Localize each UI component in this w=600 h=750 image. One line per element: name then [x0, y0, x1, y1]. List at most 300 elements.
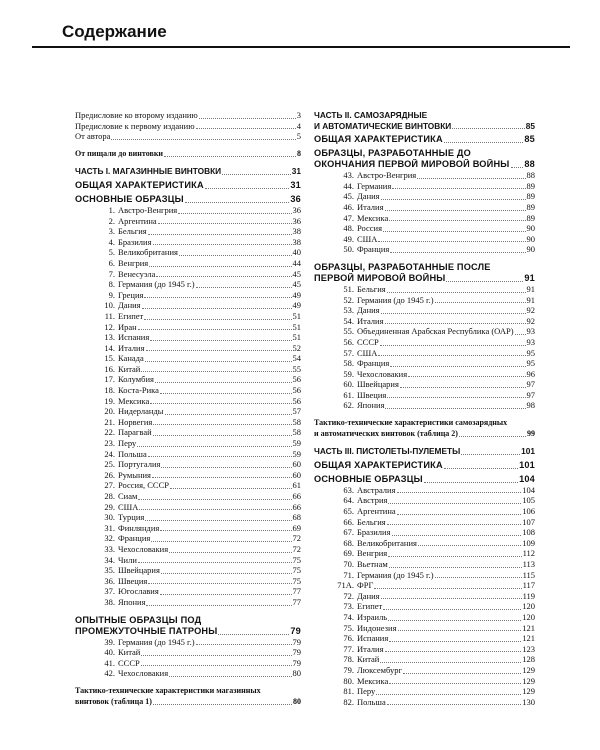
toc-entry[interactable]: [314, 191, 535, 202]
toc-entry-page: 119: [522, 590, 535, 601]
toc-entry-number: 59.: [343, 368, 354, 379]
toc-entry-number: 32.: [104, 533, 115, 544]
toc-entry-title: Чехословакия: [357, 368, 408, 379]
toc-entry-title: Турция: [118, 512, 145, 523]
toc-entry[interactable]: [75, 406, 301, 417]
toc-entry-number: 10.: [104, 300, 115, 311]
leader-dots: [390, 252, 525, 253]
toc-entry[interactable]: [75, 597, 301, 608]
toc-entry-number: 70.: [343, 559, 354, 569]
toc-entry-page: 38: [292, 236, 301, 247]
leader-dots: [385, 210, 526, 211]
leader-dots: [169, 676, 291, 677]
toc-entry-title: Индонезия: [357, 622, 397, 633]
leader-dots: [392, 188, 525, 189]
leader-dots: [142, 308, 292, 309]
toc-entry[interactable]: [314, 337, 535, 348]
toc-entry-title: Китай: [357, 654, 380, 665]
toc-entry[interactable]: [75, 300, 301, 311]
toc-entry[interactable]: [75, 533, 301, 544]
leader-dots: [178, 213, 291, 214]
leader-dots: [148, 583, 291, 584]
toc-entry[interactable]: [75, 322, 301, 333]
leader-dots: [400, 387, 526, 388]
toc-entry-number: 63.: [343, 484, 354, 495]
toc-entry-number: 29.: [104, 501, 115, 512]
toc-entry[interactable]: [314, 223, 535, 234]
toc-entry-number: 66.: [343, 516, 354, 527]
leader-dots: [160, 393, 292, 394]
toc-entry[interactable]: [314, 181, 535, 192]
toc-entry[interactable]: [75, 565, 301, 576]
leader-dots: [196, 287, 292, 288]
toc-entry-page: 56: [292, 374, 301, 385]
toc-section-main-1[interactable]: ОСНОВНЫЕ ОБРАЗЦЫ 36: [75, 193, 301, 204]
toc-entry-page: 90: [526, 244, 535, 255]
toc-entry-page: 44: [292, 257, 301, 268]
toc-entry[interactable]: [314, 591, 535, 602]
toc-entry-title: Норвегия: [118, 416, 153, 427]
toc-section-experimental[interactable]: ОПЫТНЫЕ ОБРАЗЦЫ ПОД ПРОМЕЖУТОЧНЫЕ ПАТРОНЫ 79: [75, 614, 301, 636]
toc-entry[interactable]: [314, 495, 535, 506]
toc-entry-page: 105: [522, 495, 535, 506]
toc-entry[interactable]: [75, 576, 301, 587]
toc-entry-title: Австрия: [357, 495, 388, 506]
toc-entry-title: Бельгия: [357, 516, 386, 527]
toc-section-before-ww1[interactable]: ОБРАЗЦЫ, РАЗРАБОТАННЫЕ ДО ОКОНЧАНИЯ ПЕРВОЙ МИРОВОЙ ВОЙНЫ 88: [314, 148, 535, 170]
toc-entry-title: Испания: [357, 633, 389, 644]
toc-entry-page: 121: [522, 633, 535, 644]
toc-entry-table-2[interactable]: Тактико-технические характеристики самозарядных и автоматических винтовок (таблица 2) 99: [314, 418, 535, 438]
toc-entry-number: 26.: [104, 469, 115, 480]
leader-dots: [138, 562, 292, 563]
leader-dots: [387, 524, 522, 525]
toc-entry-page: 90: [526, 223, 535, 234]
toc-entry[interactable]: [314, 686, 535, 697]
leader-dots: [170, 488, 292, 489]
toc-entry-page: 58: [292, 427, 301, 438]
toc-entry-title: От автора: [75, 131, 111, 142]
toc-entry-title: Бельгия: [118, 226, 147, 237]
toc-entry[interactable]: [75, 385, 301, 396]
toc-entry-number: 13.: [104, 332, 115, 343]
toc-entry[interactable]: [314, 305, 535, 316]
toc-entry-number: 61.: [343, 389, 354, 400]
toc-entry-number: 42.: [104, 668, 115, 679]
toc-entry-page: 91: [526, 294, 535, 305]
toc-entry-page: 45: [292, 279, 301, 290]
leader-dots: [161, 467, 291, 468]
toc-part-3[interactable]: ЧАСТЬ III. ПИСТОЛЕТЫ-ПУЛЕМЕТЫ 101: [314, 446, 535, 457]
toc-right-column: [314, 110, 535, 707]
toc-entry-page: 75: [292, 554, 301, 565]
toc-entry-number: 11.: [104, 310, 115, 321]
toc-entry-number: 74.: [343, 611, 354, 622]
leader-dots: [150, 340, 291, 341]
toc-entry-number: 6.: [108, 257, 115, 268]
toc-entry[interactable]: [75, 374, 301, 385]
toc-entry[interactable]: [314, 665, 535, 676]
toc-entry-number: 8.: [108, 279, 115, 290]
toc-entry-title: США: [118, 501, 139, 512]
toc-entry-number: 19.: [104, 395, 115, 406]
toc-entry[interactable]: [75, 512, 301, 523]
toc-entry-page: 72: [292, 533, 301, 544]
toc-entry-page: 120: [522, 601, 535, 612]
leader-dots: [397, 492, 522, 493]
toc-entry-number: 57.: [343, 347, 354, 358]
toc-section-main-3[interactable]: ОСНОВНЫЕ ОБРАЗЦЫ 104: [314, 473, 535, 484]
toc-entry[interactable]: [75, 121, 301, 132]
toc-entry-page: 117: [522, 580, 535, 591]
toc-entry-title: Япония: [118, 596, 146, 607]
leader-dots: [144, 297, 291, 298]
toc-entry-title: Дания: [357, 305, 380, 316]
toc-entry-number: 12.: [104, 321, 115, 332]
leader-dots: [146, 350, 292, 351]
toc-entry-title: Перу: [357, 686, 376, 697]
toc-entry-title: Канада: [118, 353, 144, 364]
toc-entry-page: 89: [526, 201, 535, 212]
toc-entry[interactable]: [314, 644, 535, 655]
toc-entry[interactable]: [75, 647, 301, 658]
toc-entry[interactable]: [75, 332, 301, 343]
toc-items-list-2: [75, 637, 301, 679]
toc-entry-number: 30.: [104, 512, 115, 523]
toc-entry[interactable]: [75, 216, 301, 227]
toc-entry[interactable]: [314, 390, 535, 401]
toc-entry-page: 109: [522, 537, 535, 548]
toc-entry-page: 75: [292, 575, 301, 586]
toc-entry[interactable]: [75, 396, 301, 407]
leader-dots: [145, 520, 291, 521]
toc-entry[interactable]: [75, 427, 301, 438]
leader-dots: [160, 530, 291, 531]
toc-entry[interactable]: [75, 438, 301, 449]
toc-entry[interactable]: [75, 226, 301, 237]
toc-entry[interactable]: [75, 258, 301, 269]
toc-entry-title: Великобритания: [118, 247, 178, 258]
toc-entry[interactable]: [75, 555, 301, 566]
toc-entry[interactable]: [75, 658, 301, 669]
toc-entry-page: 95: [526, 347, 535, 358]
toc-entry-title: Сиам: [118, 491, 138, 501]
toc-section-general-2[interactable]: ОБЩАЯ ХАРАКТЕРИСТИКА 85: [314, 134, 535, 145]
leader-dots: [196, 128, 296, 129]
toc-entry-page: 59: [292, 438, 301, 449]
toc-entry-title: Германия (до 1945 г.): [118, 279, 195, 290]
toc-entry-title: Иран: [118, 321, 137, 332]
toc-entry[interactable]: [314, 527, 535, 538]
toc-entry[interactable]: [314, 369, 535, 380]
leader-dots: [383, 231, 526, 232]
toc-entry-number: 49.: [343, 233, 354, 244]
toc-entry-title: Китай: [118, 647, 141, 658]
toc-entry-page: 113: [522, 559, 535, 569]
toc-entry-page: 96: [526, 368, 535, 379]
toc-entry-page: 120: [522, 611, 535, 622]
toc-entry[interactable]: [75, 131, 301, 142]
toc-entry-number: 14.: [104, 342, 115, 353]
page-header: [32, 20, 570, 48]
toc-entry-page: 54: [292, 353, 301, 364]
toc-entry[interactable]: [314, 506, 535, 517]
toc-entry[interactable]: [75, 205, 301, 216]
toc-part-2[interactable]: ЧАСТЬ II. САМОЗАРЯДНЫЕ И АВТОМАТИЧЕСКИЕ ВИНТОВКИ 85: [314, 110, 535, 131]
toc-entry[interactable]: [75, 470, 301, 481]
toc-entry-page: 36: [292, 204, 301, 215]
leader-dots: [374, 588, 521, 589]
toc-entry[interactable]: [314, 559, 535, 570]
leader-dots: [179, 255, 292, 256]
toc-entry-title: СССР: [357, 336, 379, 347]
toc-entry[interactable]: [75, 269, 301, 280]
toc-entry-page: 115: [522, 569, 535, 580]
leader-dots: [145, 361, 292, 362]
leader-dots: [139, 509, 291, 510]
toc-entry-number: 48.: [343, 223, 354, 234]
toc-entry[interactable]: [314, 400, 535, 411]
toc-entry-number: 28.: [104, 491, 115, 501]
toc-entry-page: 88: [526, 170, 535, 181]
toc-entry-page: 129: [522, 675, 535, 686]
toc-entry-title: Перу: [118, 438, 137, 449]
leader-dots: [392, 535, 522, 536]
toc-entry-title: Италия: [357, 643, 384, 654]
toc-entry-number: 55.: [343, 326, 354, 337]
toc-entry-title: Франция: [118, 533, 151, 544]
toc-entry-page: 79: [292, 636, 301, 647]
toc-entry-page: 98: [526, 400, 535, 411]
toc-entry-title: Италия: [118, 342, 145, 353]
toc-entry[interactable]: [314, 358, 535, 369]
leader-dots: [515, 334, 526, 335]
toc-entry-number: 45.: [343, 191, 354, 202]
toc-entry[interactable]: [314, 580, 535, 591]
toc-entry-title: Люксембург: [357, 664, 403, 675]
toc-section-general-3[interactable]: ОБЩАЯ ХАРАКТЕРИСТИКА 101: [314, 459, 535, 470]
toc-part-1[interactable]: ЧАСТЬ I. МАГАЗИННЫЕ ВИНТОВКИ 31: [75, 166, 301, 177]
toc-entry-page: 49: [292, 289, 301, 300]
toc-entry[interactable]: [314, 485, 535, 496]
toc-entry-number: 2.: [108, 215, 115, 226]
toc-entry-title: Румыния: [118, 469, 151, 480]
leader-dots: [381, 598, 522, 599]
leader-dots: [387, 292, 526, 293]
leader-dots: [149, 266, 291, 267]
toc-entry-title: Бразилия: [357, 527, 391, 538]
toc-entry[interactable]: [75, 353, 301, 364]
leader-dots: [376, 694, 521, 695]
toc-entry[interactable]: [314, 570, 535, 581]
toc-entry-number: 16.: [104, 363, 115, 374]
toc-entry[interactable]: [314, 316, 535, 327]
toc-entry[interactable]: [314, 601, 535, 612]
toc-entry-page: 60: [292, 459, 301, 470]
toc-entry-number: 50.: [343, 244, 354, 255]
leader-dots: [169, 552, 291, 553]
toc-entry-title: Предисловие ко второму изданию: [75, 110, 198, 120]
toc-section-after-ww1[interactable]: ОБРАЗЦЫ, РАЗРАБОТАННЫЕ ПОСЛЕ ПЕРВОЙ МИРОВОЙ ВОЙНЫ 91: [314, 261, 535, 283]
toc-entry[interactable]: [75, 110, 301, 121]
toc-entry[interactable]: [314, 654, 535, 665]
toc-entry[interactable]: [314, 234, 535, 245]
toc-section-general-1[interactable]: ОБЩАЯ ХАРАКТЕРИСТИКА 31: [75, 179, 301, 190]
toc-entry[interactable]: [75, 343, 301, 354]
toc-entry-number: 69.: [343, 548, 354, 559]
toc-entry-page: 56: [292, 385, 301, 396]
toc-entry-title: США: [357, 347, 378, 358]
toc-entry-number: 47.: [343, 212, 354, 223]
toc-entry-number: 35.: [104, 565, 115, 576]
toc-entry[interactable]: [314, 623, 535, 634]
toc-entry[interactable]: [75, 449, 301, 460]
toc-entry[interactable]: [75, 311, 301, 322]
toc-entry-page: 106: [522, 506, 535, 517]
toc-entry-number: 71А.: [337, 580, 354, 591]
toc-entry-number: 34.: [104, 554, 115, 565]
toc-entry-page: 129: [522, 686, 535, 697]
toc-entry[interactable]: [314, 676, 535, 687]
toc-entry-number: 17.: [104, 374, 115, 385]
toc-entry[interactable]: [75, 523, 301, 534]
toc-entry[interactable]: [314, 379, 535, 390]
toc-entry-title: Россия, СССР: [118, 480, 169, 491]
toc-entry-title: Португалия: [118, 459, 161, 470]
leader-dots: [111, 139, 295, 140]
page-title: Содержание: [62, 22, 167, 41]
toc-entry-number: 37.: [104, 586, 115, 597]
toc-entry-page: 5: [296, 131, 301, 142]
toc-items-list-1: [75, 205, 301, 608]
toc-entry[interactable]: [314, 295, 535, 306]
toc-entry[interactable]: [75, 290, 301, 301]
toc-entry-title: Венгрия: [118, 257, 149, 268]
toc-entry[interactable]: [75, 491, 301, 502]
toc-entry-title: Германия: [357, 180, 392, 191]
toc-entry-title: Чехословакия: [118, 543, 169, 554]
leader-dots: [389, 567, 522, 568]
toc-entry-title: Германия (до 1945 г.): [118, 636, 195, 647]
toc-entry-page: 61: [292, 480, 301, 491]
toc-entry-from-pishal[interactable]: От пищали до винтовки 8: [75, 148, 301, 158]
toc-entry-number: 51.: [343, 283, 354, 294]
toc-entry-number: 31.: [104, 522, 115, 533]
leader-dots: [397, 514, 522, 515]
toc-entry[interactable]: [75, 364, 301, 375]
leader-dots: [148, 234, 292, 235]
toc-entry-title: Германия (до 1945 г.): [357, 569, 434, 580]
toc-entry[interactable]: [75, 459, 301, 470]
toc-entry[interactable]: [75, 586, 301, 597]
toc-entry-number: 68.: [343, 537, 354, 548]
leader-dots: [141, 371, 291, 372]
toc-entry[interactable]: [75, 668, 301, 679]
toc-entry[interactable]: [314, 548, 535, 559]
toc-entry-page: 97: [526, 379, 535, 390]
toc-entry-number: 80.: [343, 675, 354, 686]
toc-entry[interactable]: [314, 213, 535, 224]
leader-dots: [155, 382, 292, 383]
leader-dots: [161, 573, 292, 574]
toc-entry[interactable]: [314, 538, 535, 549]
toc-intro-list: [75, 110, 301, 142]
toc-entry[interactable]: [314, 244, 535, 255]
toc-entry-title: Италия: [357, 201, 384, 212]
leader-dots: [418, 545, 521, 546]
toc-entry-number: 20.: [104, 406, 115, 417]
leader-dots: [153, 435, 292, 436]
toc-entry-title: Китай: [118, 363, 141, 374]
toc-entry-title: Швейцария: [118, 565, 160, 576]
toc-entry-page: 45: [292, 268, 301, 279]
toc-entry-title: Австралия: [357, 484, 396, 495]
toc-entry[interactable]: [75, 247, 301, 258]
toc-entry-title: Дания: [357, 191, 380, 202]
toc-entry-title: ФРГ: [357, 580, 374, 591]
toc-entry-page: 129: [522, 664, 535, 675]
toc-entry[interactable]: [314, 517, 535, 528]
toc-entry-page: 66: [292, 491, 301, 501]
toc-entry[interactable]: [75, 637, 301, 648]
toc-entry-page: 79: [292, 657, 301, 668]
toc-entry[interactable]: [314, 348, 535, 359]
toc-entry-number: 71.: [343, 569, 354, 580]
toc-entry-title: Швеция: [357, 389, 387, 400]
leader-dots: [150, 403, 291, 404]
toc-entry-number: 5.: [108, 247, 115, 258]
toc-entry[interactable]: [75, 502, 301, 513]
toc-entry-number: 72.: [343, 590, 354, 601]
toc-entry-page: 36: [292, 215, 301, 226]
toc-entry[interactable]: [314, 633, 535, 644]
toc-entry-table-1[interactable]: Тактико-технические характеристики магазинных винтовок (таблица 1) 80: [75, 685, 301, 706]
toc-entry-page: 59: [292, 448, 301, 459]
toc-entry[interactable]: [75, 544, 301, 555]
leader-dots: [378, 355, 525, 356]
leader-dots: [387, 397, 525, 398]
toc-entry[interactable]: [314, 612, 535, 623]
toc-entry-title: Франция: [357, 244, 390, 255]
toc-entry[interactable]: [314, 326, 535, 337]
toc-entry-number: 36.: [104, 575, 115, 586]
toc-entry-title: Франция: [357, 358, 390, 369]
toc-entry[interactable]: [75, 237, 301, 248]
leader-dots: [388, 503, 521, 504]
toc-entry-title: Швейцария: [357, 379, 399, 390]
toc-entry[interactable]: [314, 697, 535, 708]
toc-entry-title: Польша: [357, 696, 386, 707]
toc-entry[interactable]: [75, 480, 301, 491]
toc-entry-title: Чехословакия: [118, 668, 169, 679]
toc-entry-title: Предисловие к первому изданию: [75, 120, 195, 131]
leader-dots: [380, 345, 526, 346]
leader-dots: [138, 329, 292, 330]
toc-entry[interactable]: [314, 284, 535, 295]
leader-dots: [417, 178, 525, 179]
toc-entry-page: 108: [522, 527, 535, 538]
toc-entry[interactable]: [314, 202, 535, 213]
toc-entry-title: Дания: [118, 300, 141, 311]
toc-entry[interactable]: [75, 417, 301, 428]
toc-entry-number: 40.: [104, 647, 115, 658]
toc-entry[interactable]: [314, 170, 535, 181]
leader-dots: [199, 118, 296, 119]
toc-entry[interactable]: [75, 279, 301, 290]
toc-entry-page: 79: [292, 647, 301, 658]
toc-entry-number: 56.: [343, 336, 354, 347]
toc-entry-number: 76.: [343, 633, 354, 644]
